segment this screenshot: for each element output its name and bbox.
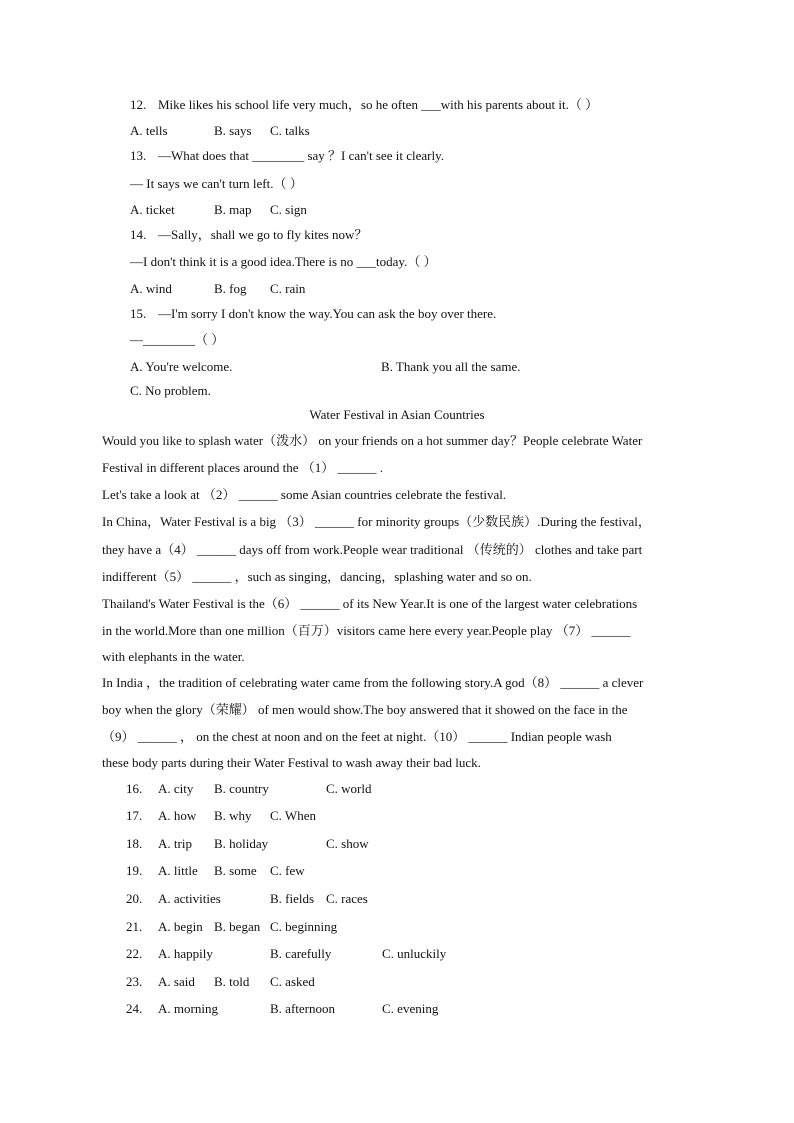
passage-line: （9） ______ ， on the chest at noon and on the feet at night.（10） ______ Indian people wash: [102, 729, 612, 744]
passage-line: In India ，the tradition of celebrating water came from the following story.A god（8） ______ a clever: [102, 675, 644, 690]
option-c: C. races: [326, 891, 368, 906]
passage-line: these body parts during their Water Festival to wash away their bad luck.: [102, 755, 481, 770]
question-13-reply: — It says we can't turn left.（ ）: [130, 176, 303, 191]
option-c: C. talks: [270, 123, 310, 138]
question-number: 13.: [130, 148, 147, 163]
option-a: A. said: [158, 974, 195, 989]
question-number: 15.: [130, 306, 147, 321]
question-number: 21.: [126, 919, 143, 934]
question-stem: —What does that ________ say ？I can't see it clearly.: [158, 148, 444, 163]
question-stem: —I'm sorry I don't know the way.You can ask the boy over there.: [158, 306, 497, 321]
option-b: B. map: [214, 202, 252, 217]
passage-line: with elephants in the water.: [102, 649, 245, 664]
option-c: C. rain: [270, 281, 306, 296]
passage-line: Would you like to splash water（泼水） on your friends on a hot summer day？People celebrate Water: [102, 433, 643, 448]
question-number: 17.: [126, 808, 143, 823]
option-b: B. says: [214, 123, 252, 138]
passage-line: they have a（4） ______ days off from work.People wear traditional （传统的） clothes and take part: [102, 542, 643, 557]
passage-title: Water Festival in Asian Countries: [309, 407, 485, 422]
option-c: C. show: [326, 836, 369, 851]
option-b: B. country: [214, 781, 269, 796]
passage-line: Festival in different places around the （1） ______ .: [102, 460, 384, 475]
option-c: C. sign: [270, 202, 307, 217]
option-c: C. unluckily: [382, 946, 447, 961]
option-b: B. why: [214, 808, 252, 823]
option-a: A. begin: [158, 919, 203, 934]
question-15: [130, 306, 496, 322]
option-c: C. asked: [270, 974, 315, 989]
question-15-reply: —________（ ）: [130, 332, 225, 347]
option-a: A. ticket: [130, 202, 175, 217]
option-b: B. began: [214, 919, 261, 934]
passage-line: indifferent（5） ______ ，such as singing，dancing，splashing water and so on.: [102, 569, 532, 584]
option-b: B. some: [214, 863, 257, 878]
question-number: 12.: [130, 97, 147, 112]
option-c: C. When: [270, 808, 316, 823]
option-b: B. afternoon: [270, 1001, 335, 1016]
option-c: C. No problem.: [130, 383, 211, 398]
question-12: [130, 97, 598, 113]
option-b: B. fields: [270, 891, 315, 906]
option-a: A. You're welcome.: [130, 359, 233, 374]
question-number: 24.: [126, 1001, 143, 1016]
passage-line: boy when the glory（荣耀） of men would show.The boy answered that it showed on the face in the: [102, 702, 628, 717]
option-c: C. world: [326, 781, 372, 796]
question-number: 19.: [126, 863, 143, 878]
option-a: A. little: [158, 863, 198, 878]
option-a: A. city: [158, 781, 194, 796]
question-14-reply: —I don't think it is a good idea.There is no ___today.（ ）: [130, 254, 437, 269]
option-b: B. fog: [214, 281, 247, 296]
question-13: [130, 148, 444, 164]
option-c: C. few: [270, 863, 305, 878]
option-a: A. activities: [158, 891, 221, 906]
option-a: A. how: [158, 808, 197, 823]
question-number: 22.: [126, 946, 143, 961]
question-number: 20.: [126, 891, 143, 906]
option-a: A. wind: [130, 281, 172, 296]
question-number: 23.: [126, 974, 143, 989]
option-c: C. beginning: [270, 919, 338, 934]
option-b: B. carefully: [270, 946, 332, 961]
option-a: A. morning: [158, 1001, 218, 1016]
option-b: B. holiday: [214, 836, 269, 851]
option-a: A. happily: [158, 946, 213, 961]
option-a: A. tells: [130, 123, 168, 138]
option-a: A. trip: [158, 836, 192, 851]
question-number: 16.: [126, 781, 143, 796]
passage-line: Thailand's Water Festival is the（6） ______ of its New Year.It is one of the largest water celebrations: [102, 596, 638, 611]
option-c: C. evening: [382, 1001, 439, 1016]
option-b: B. Thank you all the same.: [381, 359, 521, 374]
question-number: 14.: [130, 227, 147, 242]
passage-line: In China，Water Festival is a big （3） ______ for minority groups（少数民族）.During the festival，: [102, 514, 651, 529]
question-14: [130, 227, 367, 243]
option-b: B. told: [214, 974, 250, 989]
question-stem: —Sally，shall we go to fly kites now？: [158, 227, 368, 242]
passage-line: Let's take a look at （2） ______ some Asian countries celebrate the festival.: [102, 487, 507, 502]
passage-line: in the world.More than one million（百万）visitors came here every year.People play （7） ______: [102, 623, 631, 638]
question-stem: Mike likes his school life very much，so he often ___with his parents about it.（ ）: [158, 97, 599, 112]
question-number: 18.: [126, 836, 143, 851]
